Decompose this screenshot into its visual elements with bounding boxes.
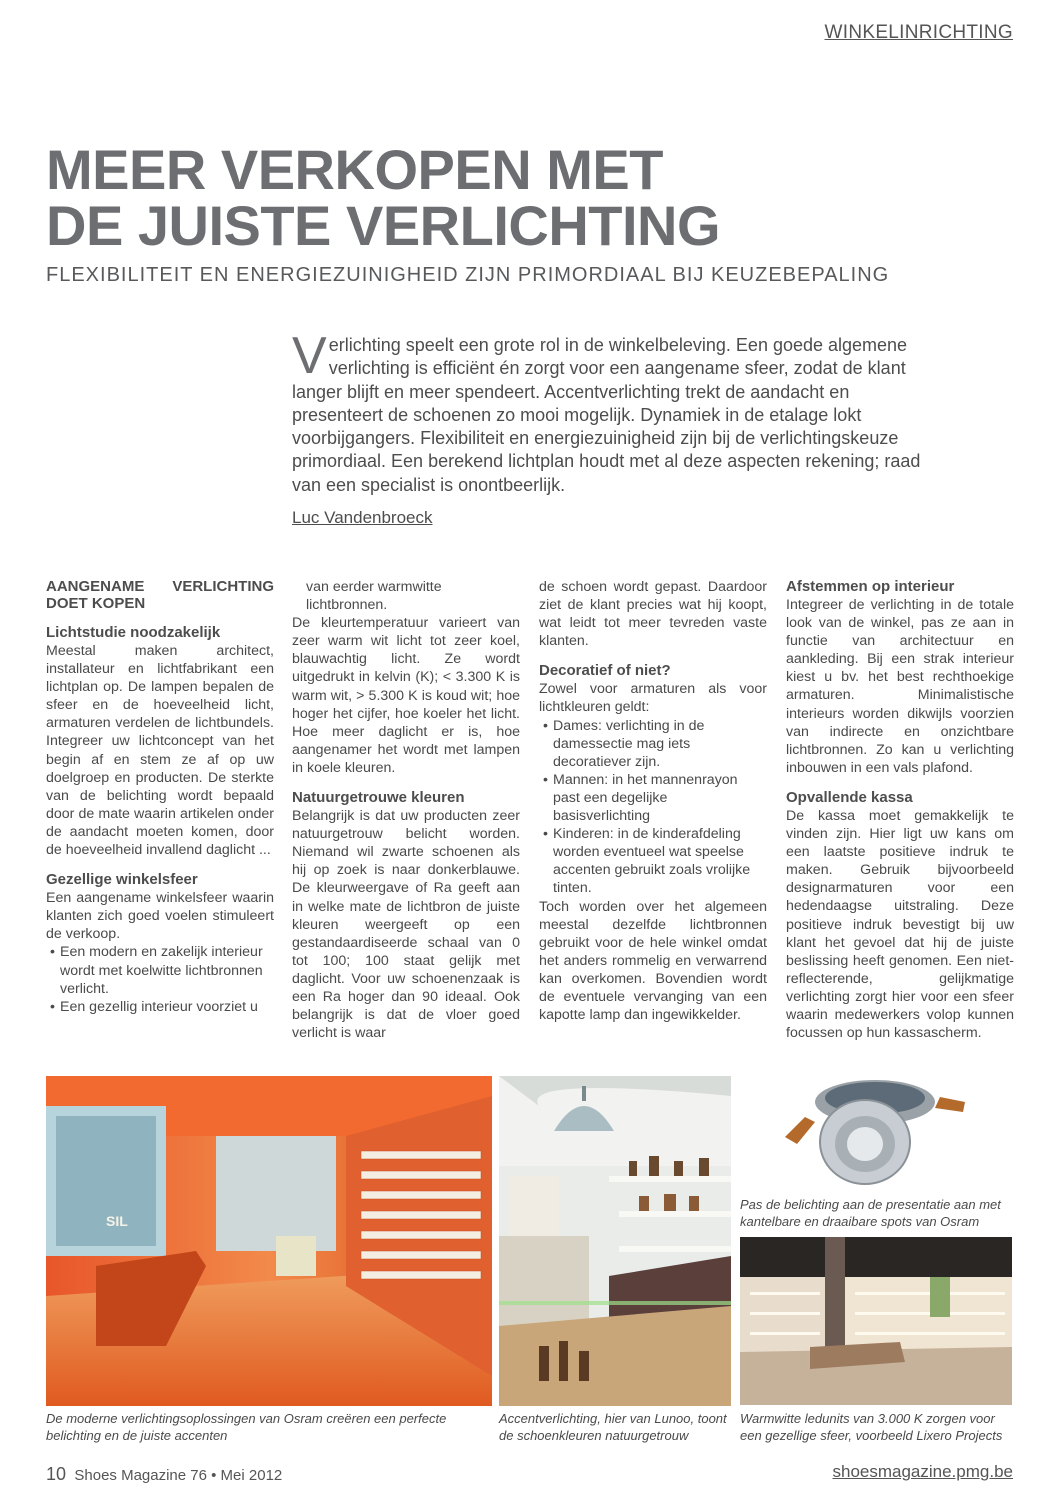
photo-lunoo-store xyxy=(499,1076,731,1406)
article-subtitle: FLEXIBILITEIT EN ENERGIEZUINIGHEID ZIJN PRIMORDIAAL BIJ KEUZEBEPALING xyxy=(46,264,890,286)
spotlight-illustration xyxy=(775,1062,975,1192)
subheading-decoratief: Decoratief of niet? xyxy=(539,662,671,680)
column-1 xyxy=(46,578,274,1016)
title-line-1: MEER VERKOPEN MET xyxy=(46,138,663,201)
list-item: • Een modern en zakelijk interieur wordt met koelwitte lichtbronnen verlicht. xyxy=(46,943,274,997)
subheading-natuurgetrouw: Natuurgetrouwe kleuren xyxy=(292,789,465,807)
caption-spot: Pas de belichting aan de presentatie aan met kantelbare en draaibare spots van Osram xyxy=(740,1197,1001,1229)
paragraph: De kassa moet gemakkelijk te vinden zijn. Hier ligt uw kans om een laatste positieve indruk te maken. Gebruik bijvoorbeeld designarmaturen voor een hedendaagse uitstraling. Deze positieve indruk bevestigt bij uw klant het gevoel dat hij de juiste beslissing heeft genomen. Een niet-reflecterende, gelijkmatige verlichting zorgt hier voor een sfeer waarin medewerkers volop kunnen focussen op hun kassascherm. xyxy=(786,807,1014,1042)
list-item: • Een gezellig interieur voorziet u xyxy=(46,998,274,1016)
store-illustration xyxy=(740,1237,1012,1405)
caption-photo-1: De moderne verlichtingsoplossingen van Osram creëren een perfecte belichting en de juiste accenten xyxy=(46,1411,447,1443)
bullet-list xyxy=(46,943,274,1015)
caption-photo-3: Warmwitte ledunits van 3.000 K zorgen voor een gezellige sfeer, voorbeeld Lixero Projects xyxy=(740,1411,1003,1443)
caption-photo-2: Accentverlichting, hier van Lunoo, toont de schoenkleuren natuurgetrouw xyxy=(499,1411,727,1443)
paragraph: Een aangename winkelsfeer waarin klanten zich goed voelen stimuleert de verkoop. xyxy=(46,890,274,943)
paragraph: Integreer de verlichting in de totale look van de winkel, pas ze aan in functie van architectuur en aankleding. Bij een strak interieur kiest u bv. het best rechthoekige armaturen. Minimalistische interieurs worden dikwijls voorzien van indirecte en onzichtbare lichtbronnen. Zo kan u verlichting inbouwen in een vals plafond. xyxy=(786,597,1014,776)
section-heading: AANGENAME VERLICHTING DOET KOPEN xyxy=(46,578,274,612)
photo-lixero-store xyxy=(740,1237,1012,1405)
paragraph: De kleurtemperatuur varieert van zeer warm wit licht tot zeer koel, blauwachtig licht. Ze wordt uitgedrukt in kelvin (K); < 3.300 K is warm wit, > 5.300 K is koud wit; hoe hoger het cijfer, hoe koeler het licht. Hoe meer daglicht er is, hoe aangenamer het wordt met lampen in koele kleuren. xyxy=(292,615,520,776)
paragraph: Belangrijk is dat uw producten zeer natuurgetrouw belicht worden. Niemand wil zwarte schoenen als hij op zoek is naar donkerblauwe. De kleurweergave of Ra geeft aan in welke mate de lichtbron de juiste kleuren weergeeft op een gestandaardiseerde schaal van 0 tot 100; 100 staat gelijk met daglicht. Voor uw schoenenzaak is een Ra hoger dan 90 ideaal. Ook belangrijk is dat de vloer goed verlicht is waar xyxy=(292,808,520,1042)
list-item: • Dames: verlichting in de damessectie mag iets decoratiever zijn. xyxy=(539,717,767,771)
paragraph: de schoen wordt gepast. Daardoor ziet de klant precies wat hij koopt, wat leidt tot meer tevreden vaste klanten. xyxy=(539,579,767,650)
article-title xyxy=(46,138,946,257)
column-2 xyxy=(292,578,520,1042)
title-line-2: DE JUISTE VERLICHTING xyxy=(46,194,721,257)
paragraph: Toch worden over het algemeen meestal dezelfde lichtbronnen gebruikt voor de hele winkel omdat het anders rommelig en verwarrend kan overkomen. Bovendien wordt de eventuele vervanging van een kapotte lamp dan ingewikkelder. xyxy=(539,898,767,1024)
subheading-afstemmen: Afstemmen op interieur xyxy=(786,578,955,595)
subheading-kassa: Opvallende kassa xyxy=(786,788,913,806)
column-3 xyxy=(539,578,767,1024)
section-label: WINKELINRICHTING xyxy=(824,22,1013,43)
store-sign: SIL xyxy=(106,1213,128,1229)
author-byline: Luc Vandenbroeck xyxy=(292,508,433,527)
issue-info: Shoes Magazine 76 • Mei 2012 xyxy=(74,1467,283,1484)
page-footer xyxy=(46,1464,282,1485)
subheading-gezellig: Gezellige winkelsfeer xyxy=(46,871,198,889)
photo-osram-spot xyxy=(775,1062,975,1192)
drop-cap: V xyxy=(292,327,327,385)
lead-text: erlichting speelt een grote rol in de winkelbeleving. Een goede algemene verlichting is efficiënt én zorgt voor een aangename sfeer, zodat de klant langer blijft en meer spendeert. Accentverlichting trekt de aandacht en presenteert de schoenen zo mooi mogelijk. Dynamiek in de etalage lokt voorbijgangers. Flexibiliteit en energiezuinigheid zijn bij de verlichtingskeuze primordiaal. Een berekend lichtplan houdt met al deze aspecten rekening; raad van een specialist is onontbeerlijk. xyxy=(292,335,921,495)
paragraph: Meestal maken architect, installateur en lichtfabrikant een lichtplan op. De lampen bepalen de sfeer en de hoeveelheid licht, armaturen verdelen de lichtbundels. Integreer uw lichtconcept van het begin af en stem ze af op uw doelgroep en producten. De sterkte van de belichting wordt bepaald door de mate waarin artikelen onder de aandacht moeten komen, door de hoeveelheid invallend daglicht ... xyxy=(46,643,274,859)
list-item: • Kinderen: in de kinderafdeling worden eventueel wat speelse accenten gebruikt zoals vrolijke tinten. xyxy=(539,825,767,897)
store-illustration xyxy=(499,1076,731,1406)
paragraph: Zowel voor armaturen als voor lichtkleuren geldt: xyxy=(539,681,767,716)
column-4 xyxy=(786,578,1014,1042)
subheading-lichtstudie: Lichtstudie noodzakelijk xyxy=(46,624,221,641)
lead-paragraph xyxy=(292,327,932,497)
photo-osram-store xyxy=(46,1076,492,1406)
page-number: 10 xyxy=(46,1464,67,1484)
bullet-list xyxy=(539,717,767,898)
store-illustration xyxy=(46,1076,492,1406)
list-item-continued: van eerder warmwitte lichtbronnen. xyxy=(306,579,442,614)
list-item: • Mannen: in het mannenrayon past een degelijke basisverlichting xyxy=(539,771,767,825)
website-link[interactable]: shoesmagazine.pmg.be xyxy=(832,1462,1013,1481)
